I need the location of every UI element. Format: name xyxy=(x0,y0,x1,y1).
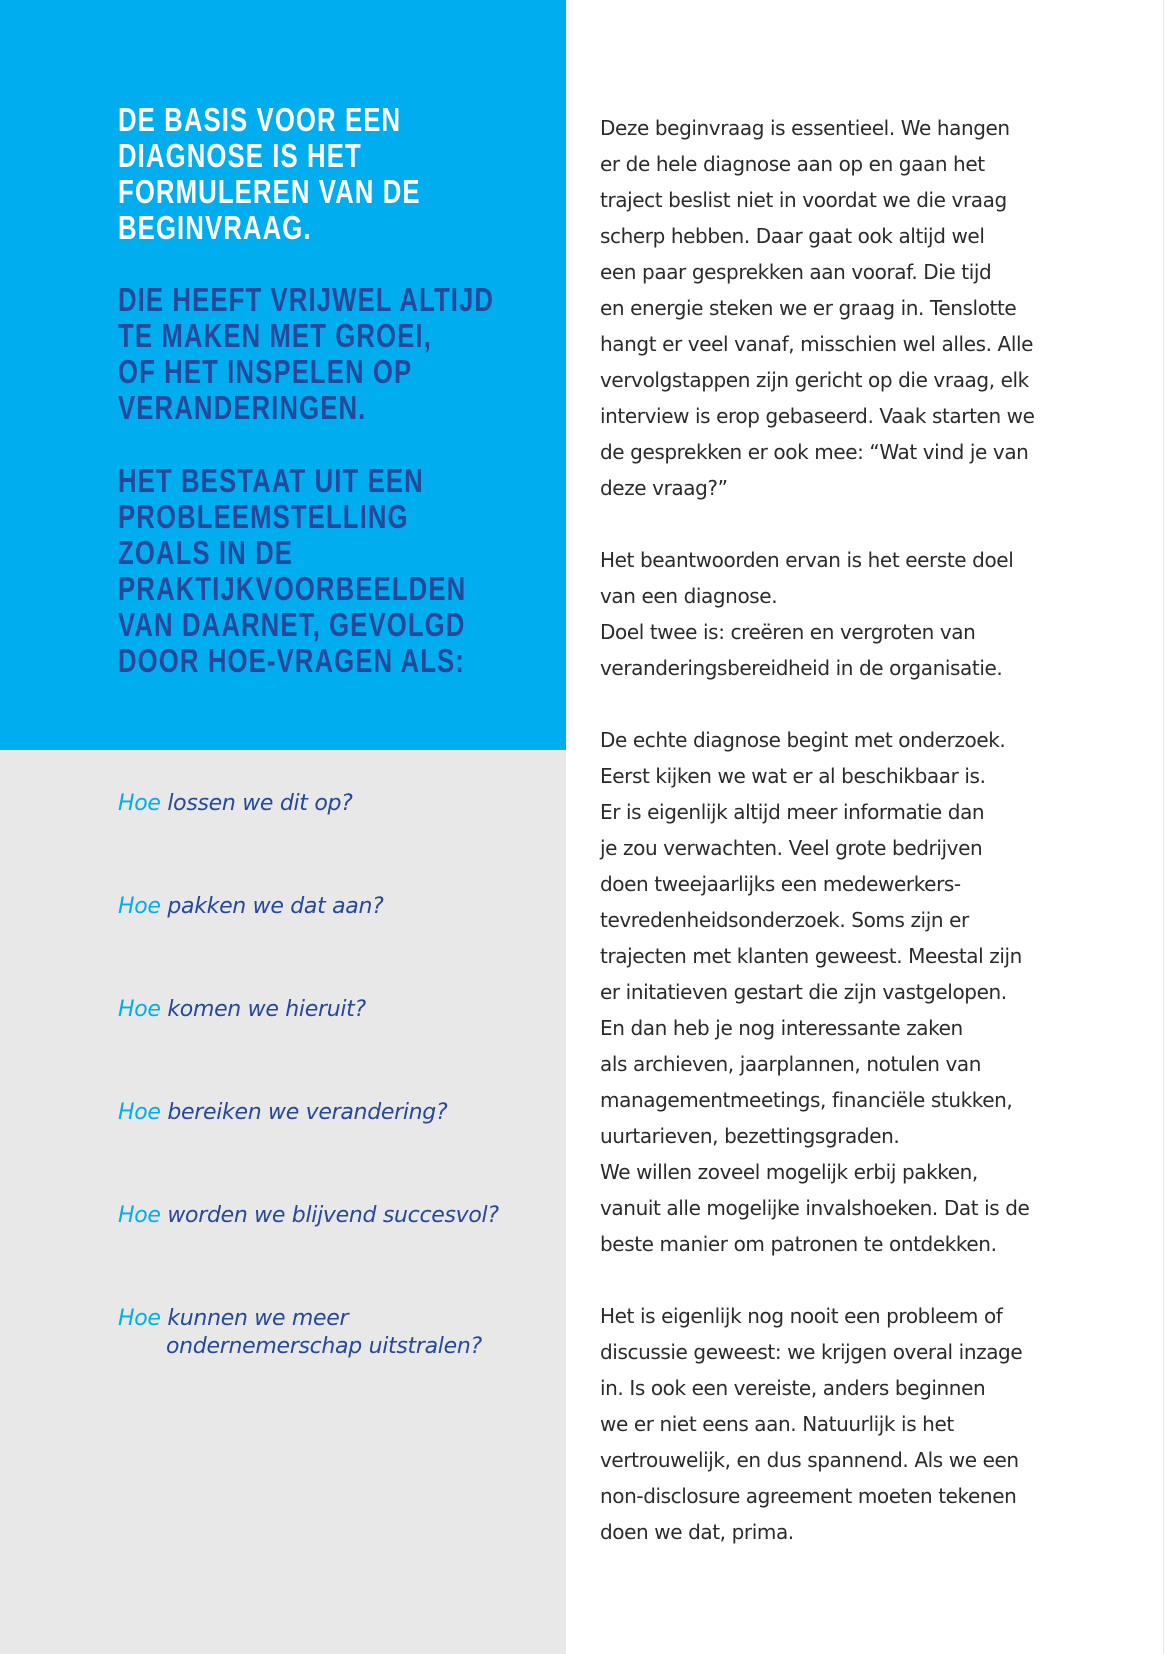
heading-basis: DE BASIS VOOR EEN DIAGNOSE IS HET FORMULEREN VAN DE BEGINVRAAG. xyxy=(118,101,421,246)
question-lead: Hoe xyxy=(118,1203,161,1228)
question-text: kunnen we meer xyxy=(167,1306,349,1331)
question-lead: Hoe xyxy=(118,1100,161,1125)
heading-groei: DIE HEEFT VRIJWEL ALTIJD TE MAKEN MET GROEI, OF HET INSPELEN OP VERANDERINGEN. xyxy=(118,281,495,426)
question-lead: Hoe xyxy=(118,894,161,919)
heading-probleemstelling: HET BESTAAT UIT EEN PROBLEEMSTELLING ZOALS IN DE PRAKTIJKVOORBEELDEN VAN DAARNET, GEVOLGD DOOR HOE-VRAGEN ALS: xyxy=(118,462,467,679)
body-text-column xyxy=(600,110,1070,1586)
heading-intro xyxy=(118,102,678,246)
heading-problem xyxy=(118,463,678,679)
question-item xyxy=(118,996,366,1024)
question-text: pakken we dat aan? xyxy=(167,894,384,919)
question-lead: Hoe xyxy=(118,1306,161,1331)
question-item xyxy=(118,893,384,921)
question-text: worden we blijvend succesvol? xyxy=(167,1203,499,1228)
question-text-continued: ondernemerschap uitstralen? xyxy=(166,1334,482,1359)
question-lead: Hoe xyxy=(118,997,161,1022)
heading-growth xyxy=(118,282,678,426)
question-text: komen we hieruit? xyxy=(167,997,366,1022)
paragraph-inzage: Het is eigenlijk nog nooit een probleem of discussie geweest: we krijgen overal inzage in. Is ook een vereiste, anders beginnen we er niet eens aan. Natuurlijk is het vertrouwelijk, en dus spannend. Als we een non-disclosure agreement moeten tekenen doen we dat, prima. xyxy=(600,1304,1023,1544)
paragraph-beginvraag: Deze beginvraag is essentieel. We hangen er de hele diagnose aan op en gaan het traject beslist niet in voordat we die vraag scherp hebben. Daar gaat ook altijd wel een paar gesprekken aan vooraf. Die tijd en energie steken we er graag in. Tenslotte hangt er veel vanaf, misschien wel alles. Alle vervolgstappen zijn gericht op die vraag, elk interview is erop gebaseerd. Vaak starten we de gesprekken er ook mee: “Wat vind je van deze vraag?” xyxy=(600,116,1035,500)
question-item xyxy=(118,1202,499,1230)
paragraph-onderzoek: De echte diagnose begint met onderzoek. Eerst kijken we wat er al beschikbaar is. Er is eigenlijk altijd meer informatie dan je zou verwachten. Veel grote bedrijven doen tweejaarlijks een medewerkers- tevredenheidsonderzoek. Soms zijn er trajecten met klanten geweest. Meestal zijn er initatieven gestart die zijn vastgelopen. En dan heb je nog interessante zaken als archieven, jaarplannen, notulen van managementmeetings, financiële stukken, uurtarieven, bezettingsgraden. We willen zoveel mogelijk erbij pakken, vanuit alle mogelijke invalshoeken. Dat is de beste manier om patronen te ontdekken. xyxy=(600,728,1030,1256)
paragraph-doel: Het beantwoorden ervan is het eerste doel van een diagnose. Doel twee is: creëren en vergroten van veranderingsbereidheid in de organisatie. xyxy=(600,548,1014,680)
question-item xyxy=(118,1099,447,1127)
question-text: bereiken we verandering? xyxy=(167,1100,448,1125)
question-item xyxy=(118,790,353,818)
question-item xyxy=(118,1305,482,1361)
question-lead: Hoe xyxy=(118,791,161,816)
question-text: lossen we dit op? xyxy=(167,791,353,816)
page-edge-divider xyxy=(1163,0,1164,1654)
